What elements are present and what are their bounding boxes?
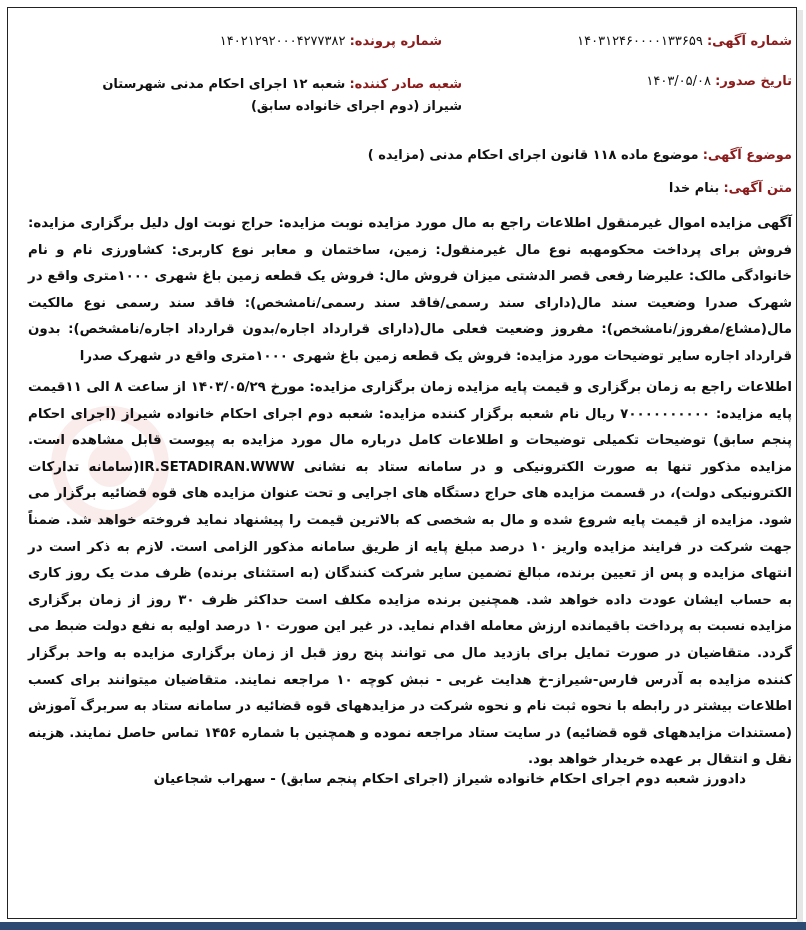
case-number-value: ۱۴۰۲۱۲۹۲۰۰۰۴۲۷۷۳۸۲ xyxy=(219,34,346,49)
body-label-row xyxy=(669,181,792,196)
subject-label: موضوع آگهی: xyxy=(702,148,792,163)
issue-date-value: ۱۴۰۳/۰۵/۰۸ xyxy=(646,74,711,89)
body-label: متن آگهی: xyxy=(723,181,792,196)
issuer-label: شعبه صادر کننده: xyxy=(349,77,462,92)
issue-date-label: تاریخ صدور: xyxy=(715,74,792,89)
body-opening: بنام خدا xyxy=(668,181,720,196)
issue-date-row xyxy=(646,74,792,89)
case-number-row xyxy=(220,34,442,49)
issuer-value: شعبه ۱۲ اجرای احکام مدنی شهرستان شیراز (دوم اجرای خانواده سابق) xyxy=(102,77,462,114)
issuer-row xyxy=(62,74,462,118)
notice-paragraph-2: اطلاعات راجع به زمان برگزاری و قیمت پایه مزایده زمان برگزاری مزایده: مورخ ۱۴۰۳/۰۵/۲۹ از ساعت ۸ الی ۱۱قیمت پایه مزایده: ۷۰۰۰۰۰۰۰۰۰۰ ریال نام شعبه برگزار کننده مزایده: شعبه دوم اجرای احکام خانواده شیراز (اجرای احکام پنجم سابق) توضیحات تکمیلی توضیحات و اطلاعات کامل درباره مال مورد مزایده به پیوست قابل مشاهده است. مزایده مذکور تنها به صورت الکترونیکی و در سامانه ستاد به نشانی IR.SETADIRAN.WWW(سامانه تدارکات الکترونیکی دولت)، در قسمت مزایده های حراج دستگاه های اجرایی و تحت عنوان مزایده های قوه قضائیه برگزار می شود. مزایده از قیمت پایه شروع شده و مال به شخصی که بالاترین قیمت را پیشنهاد نماید فروخته خواهد شد. ضمناً جهت شرکت در فرایند مزایده واریز ۱۰ درصد مبلغ پایه از طریق سامانه مذکور الزامی است. لازم به ذکر است در انتهای مزایده و پس از تعیین برنده، مبالغ تضمین سایر شرکت کنندگان (به استثنای برنده) ظرف مدت یک روز کاری به حساب ایشان عودت داده خواهد شد. همچنین برنده مزایده مکلف است حداکثر ظرف ۳۰ روز از زمان برگزاری مزایده نسبت به پرداخت باقیمانده ارزش معامله اقدام نماید. در غیر این صورت ۱۰ درصد اولیه به نفع دولت ضبط می گردد. متقاضیان در صورت تمایل برای بازدید مال می توانند پنج روز قبل از زمان برگزاری مزایده به واحد برگزار کننده مزایده به آدرس فارس-شیراز-خ هدایت غربی - نبش کوچه ۱۰ مراجعه نمایند. متقاضیان میتوانند برای کسب اطلاعات بیشتر در رابطه با نحوه ثبت نام و نحوه شرکت در مزایدههای قوه قضائیه در سامانه ستاد به سربرگ آموزش (مستندات مزایدههای قوه قضائیه) در سایت ستاد مراجعه نموده و همچنین با شماره ۱۴۵۶ تماس حاصل نمایند. هزینه نقل و انتقال بر عهده خریدار خواهد بود. xyxy=(28,380,793,768)
ad-number-value: ۱۴۰۳۱۲۴۶۰۰۰۰۱۳۳۶۵۹ xyxy=(577,34,703,49)
ad-number-label: شماره آگهی: xyxy=(706,34,792,49)
subject-row xyxy=(368,148,792,163)
ad-number-row xyxy=(577,34,792,49)
notice-paragraph-1: آگهی مزایده اموال غیرمنقول اطلاعات راجع به مال مورد مزایده نوبت مزایده: حراج نوبت اول دلیل برگزاری مزایده: فروش برای پرداخت محکومهبه نوع مال غیرمنقول: زمین، ساختمان و معابر نوع کاربری: کشاورزی نام و نام خانوادگی مالک: علیرضا رفعی قصر الدشتی میزان فروش مال: فروش یک قطعه زمین باغ شهری ۱۰۰۰متری واقع در شهرک صدرا وضعیت سند مال(دارای سند رسمی/فاقد سند رسمی/نامشخص): فاقد سند رسمی نوع مالکیت مال(مشاع/مفروز/نامشخص): مفروز وضعیت فعلی مال(دارای قرارداد اجاره/بدون قرارداد اجاره/نامشخص): بدون قرارداد اجاره سایر توضیحات مورد مزایده: فروش یک قطعه زمین باغ شهری ۱۰۰۰متری واقع در شهرک صدرا xyxy=(28,216,792,364)
subject-value: موضوع ماده ۱۱۸ قانون اجرای احکام مدنی (مزایده ) xyxy=(367,148,699,163)
bottom-bar xyxy=(0,922,806,930)
frame-shadow xyxy=(797,10,803,922)
signature: دادورز شعبه دوم اجرای احکام خانواده شیراز (اجرای احکام پنجم سابق) - سهراب شجاعیان xyxy=(153,772,746,787)
case-number-label: شماره پرونده: xyxy=(349,34,442,49)
